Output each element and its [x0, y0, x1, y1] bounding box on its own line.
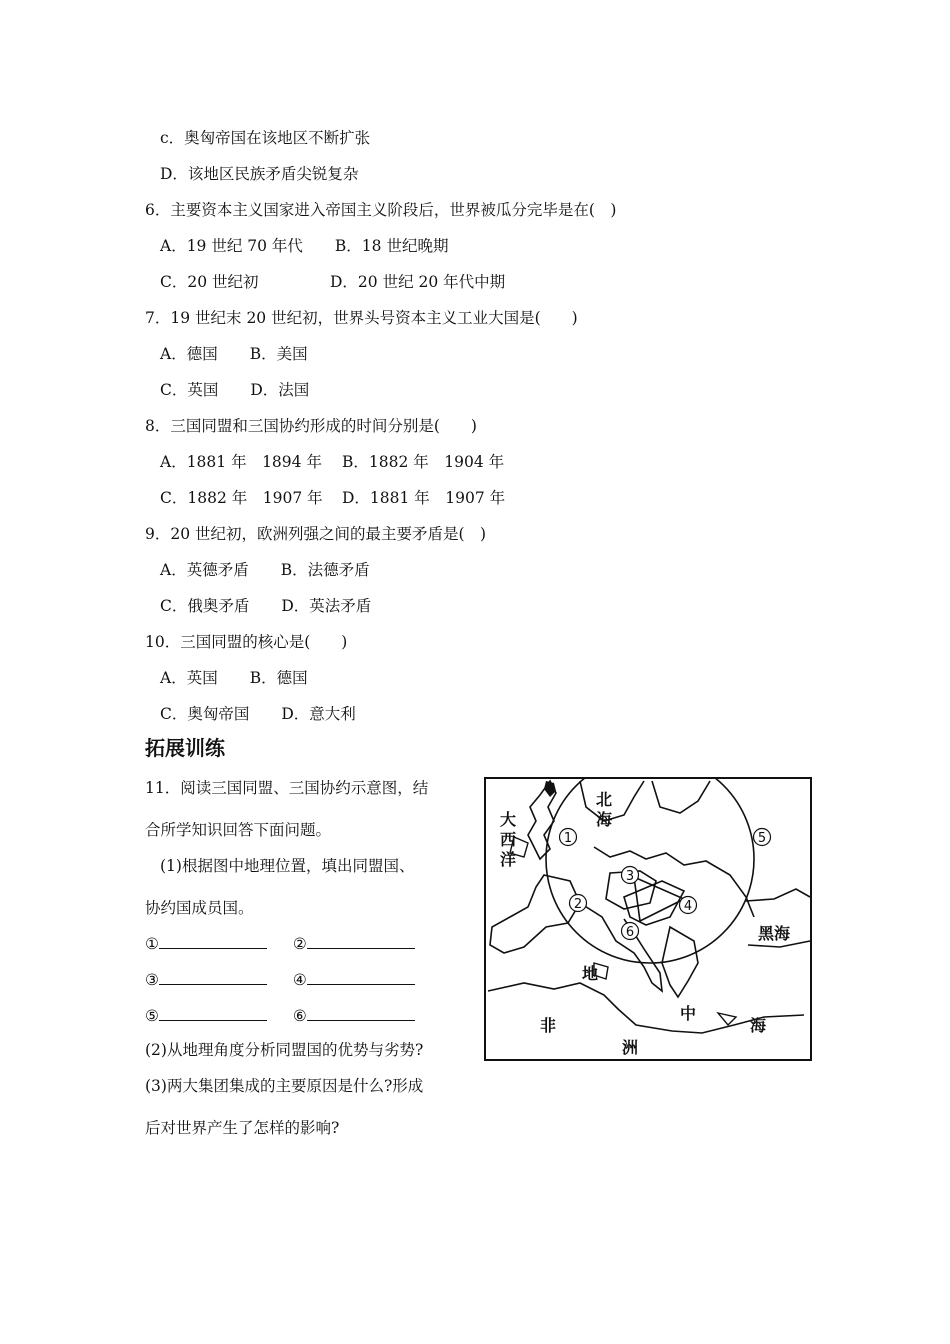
q7-options-ab — [160, 344, 308, 364]
q6-option-b: B．18 世纪晚期 — [334, 237, 449, 255]
marker-2: 2 — [573, 897, 583, 912]
q9-option-c: C．俄奥矛盾 — [160, 597, 250, 615]
alliance-map-svg — [484, 777, 812, 1061]
q11-part3-line1: (3)两大集团集成的主要原因是什么?形成 — [145, 1077, 424, 1095]
q8-option-d: D．1881 年 1907 年 — [342, 489, 506, 507]
q8-option-b: B．1882 年 1904 年 — [342, 453, 505, 471]
q8-option-a: A．1881 年 1894 年 — [160, 453, 322, 471]
q11-stem-line1: 11．阅读三国同盟、三国协约示意图，结 — [145, 779, 429, 797]
q6-options-ab — [160, 236, 448, 256]
blank-label-2: ② — [292, 935, 307, 953]
q8-option-c: C．1882 年 1907 年 — [160, 489, 323, 507]
q8-options-cd — [160, 488, 505, 508]
marker-1: 1 — [563, 831, 573, 846]
answer-blank-1[interactable] — [159, 932, 267, 949]
blank-label-5: ⑤ — [145, 1007, 159, 1025]
q9-stem: 9．20 世纪初，欧洲列强之间的最主要矛盾是( ) — [145, 525, 487, 543]
map-label-med-2: 中 — [680, 1004, 697, 1023]
q11-part1-line2: 协约国成员国。 — [145, 899, 254, 917]
answer-row-2 — [145, 968, 415, 990]
map-label-north-sea-1: 北 — [596, 790, 613, 809]
q10-options-ab — [160, 668, 308, 688]
marker-4: 4 — [683, 899, 693, 914]
q8-options-ab — [160, 452, 504, 472]
q7-options-cd — [160, 380, 309, 400]
map-label-black-sea: 黑海 — [758, 924, 791, 943]
blank-label-3: ③ — [145, 971, 159, 989]
marker-3: 3 — [625, 869, 635, 884]
q10-option-d: D．意大利 — [281, 705, 356, 723]
answer-blank-2[interactable] — [307, 932, 415, 949]
q11-part2: (2)从地理角度分析同盟国的优势与劣势? — [145, 1041, 424, 1059]
map-label-atlantic-2: 西 — [500, 830, 517, 849]
answer-blank-5[interactable] — [159, 1004, 267, 1021]
q9-options-cd — [160, 596, 371, 616]
section-title: 拓展训练 — [145, 736, 225, 760]
q11-part3-line2: 后对世界产生了怎样的影响? — [145, 1119, 340, 1137]
q6-stem: 6．主要资本主义国家进入帝国主义阶段后，世界被瓜分完毕是在( ) — [145, 201, 617, 219]
q5-option-c: c．奥匈帝国在该地区不断扩张 — [160, 129, 371, 147]
map-label-atlantic-3: 洋 — [500, 850, 517, 869]
q9-option-b: B．法德矛盾 — [280, 561, 370, 579]
q9-options-ab — [160, 560, 370, 580]
map-label-med-3: 海 — [750, 1016, 767, 1035]
answer-row-1 — [145, 932, 415, 954]
q10-option-a: A．英国 — [160, 669, 218, 687]
marker-6: 6 — [625, 925, 635, 940]
q10-stem: 10．三国同盟的核心是( ) — [145, 633, 348, 651]
q7-option-d: D．法国 — [250, 381, 310, 399]
answer-blank-4[interactable] — [307, 968, 415, 985]
blank-label-4: ④ — [292, 971, 307, 989]
alliance-map — [484, 777, 812, 1061]
q7-option-b: B．美国 — [249, 345, 308, 363]
answer-blank-6[interactable] — [307, 1004, 415, 1021]
q10-option-c: C．奥匈帝国 — [160, 705, 250, 723]
answer-blank-3[interactable] — [159, 968, 267, 985]
q6-options-cd — [160, 272, 505, 292]
map-label-africa-1: 非 — [540, 1016, 557, 1035]
map-label-med-1: 地 — [582, 964, 599, 983]
q9-option-a: A．英德矛盾 — [160, 561, 249, 579]
map-label-africa-2: 洲 — [622, 1038, 639, 1057]
q10-options-cd — [160, 704, 356, 724]
q8-stem: 8．三国同盟和三国协约形成的时间分别是( ) — [145, 417, 477, 435]
q11-part1-line1: (1)根据图中地理位置，填出同盟国、 — [160, 857, 415, 875]
map-label-north-sea-2: 海 — [596, 810, 613, 829]
q11-stem-line2: 合所学知识回答下面问题。 — [145, 821, 332, 839]
q6-option-c: C．20 世纪初 — [160, 273, 259, 291]
q6-option-a: A．19 世纪 70 年代 — [160, 237, 303, 255]
q7-option-c: C．英国 — [160, 381, 219, 399]
map-label-atlantic-1: 大 — [500, 810, 517, 829]
answer-row-3 — [145, 1004, 415, 1026]
blank-label-6: ⑥ — [292, 1007, 307, 1025]
blank-label-1: ① — [145, 935, 159, 953]
q5-option-d: D．该地区民族矛盾尖锐复杂 — [160, 165, 359, 183]
q6-option-d: D．20 世纪 20 年代中期 — [330, 273, 506, 291]
q7-option-a: A．德国 — [160, 345, 218, 363]
marker-5: 5 — [757, 831, 767, 846]
q7-stem: 7．19 世纪末 20 世纪初，世界头号资本主义工业大国是( ) — [145, 309, 578, 327]
q9-option-d: D．英法矛盾 — [281, 597, 372, 615]
q10-option-b: B．德国 — [249, 669, 308, 687]
